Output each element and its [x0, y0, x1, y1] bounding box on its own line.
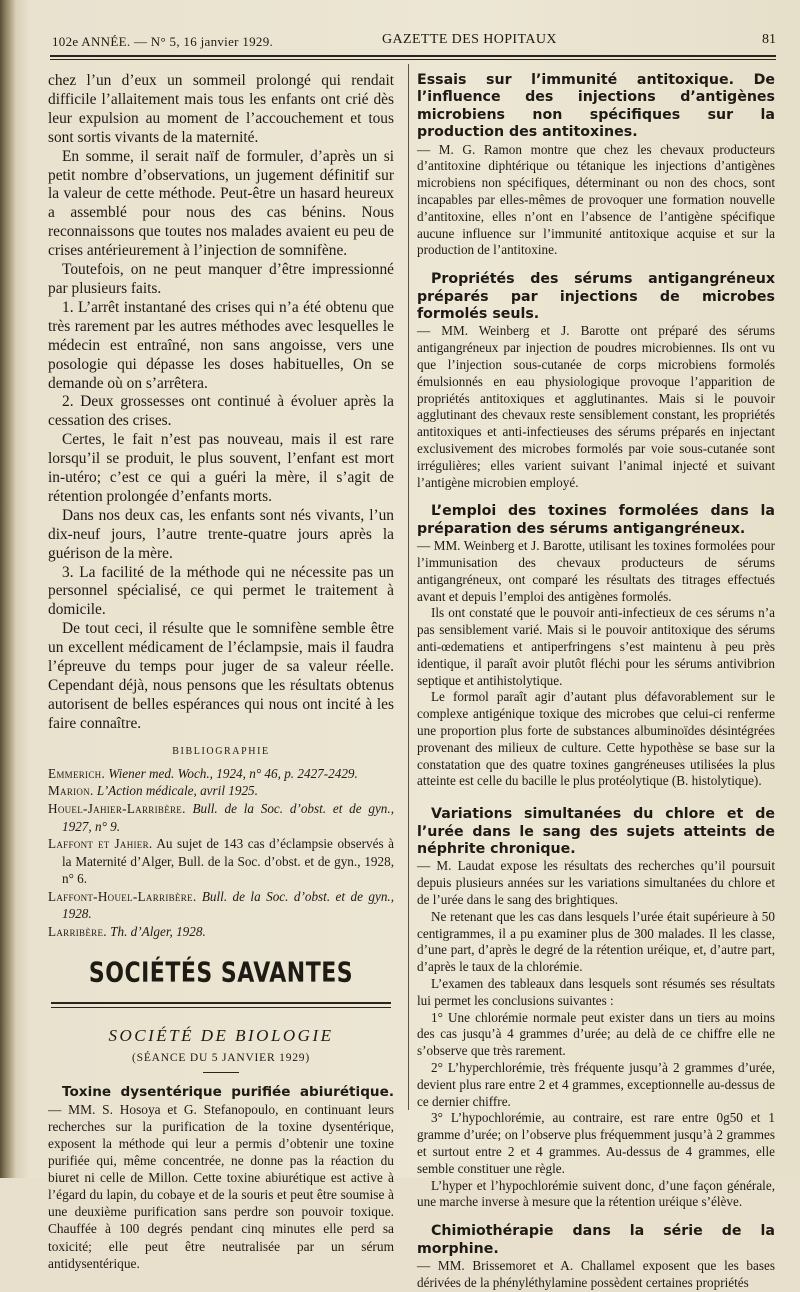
article-body: Le formol paraît agir d’autant plus défavorablement sur le complexe antigénique toxique des microbes que celui-ci renferme une proportion plus forte de substances albuminoïdes désintégrées provenant des milieux de culture. Cette hypothèse se base sur la constatation que des quatre toxines gangréneuses utilisées la plus atteinte est celle du bacille le plus protéolytique (B. histolytique). — [417, 689, 775, 789]
article-body: 1° Une chlorémie normale peut exister dans un tiers au moins des cas jusqu’à 4 grammes d’urée; au delà de ce chiffre elle ne s’observe que très rarement. — [417, 1009, 775, 1059]
article-heading: Chimiothérapie dans la série de la morphine. — [417, 1223, 775, 1257]
section-rule — [51, 1002, 391, 1004]
bibliography-title: BIBLIOGRAPHIE — [172, 745, 270, 757]
paragraph: chez l’un d’eux un sommeil prolongé qui rendait difficile l’allaitement mais tous les enfants ont crié dès leur expulsion au moment de l’accouchement et tous sont sortis vivants de la maternité. — [48, 72, 394, 146]
article-heading: L’emploi des toxines formolées dans la préparation des sérums antigangréneux. — [417, 503, 775, 537]
bibliography-entry: Emmerich. Wiener med. Woch., 1924, n° 46, p. 2427-2429. — [48, 765, 358, 781]
article-dysentery-toxin: Toxine dysentérique purifiée abiurétique. — MM. S. Hosoya et G. Stefanopoulo, en continuant leurs recherches sur la purification de la toxine dysentérique, exposent la méthode qui leur a permis d’obtenir une toxine purifiée qui, même concentrée, ne donne pas la réaction du biuret ni celle de Millon. Cette toxine abiurétique est active à l’égard du lapin, du cobaye et de la souris et peut être soumise à une deuxième purification sans perdre son pouvoir toxique. Chauffée à 100 degrés pendant cinq minutes elle perd sa toxicité; elle peut être neutralisée par un sérum antidysentérique. — [48, 1083, 394, 1271]
left-column — [48, 72, 394, 1272]
article-heading: Essais sur l’immunité antitoxique. De l’influence des injections d’antigènes microbiens non spécifiques sur la production des antitoxines. — [417, 72, 775, 141]
running-header — [52, 32, 776, 52]
bibliography-entry: Houel-Jahier-Larribère. Bull. de la Soc. d’obst. et de gyn., 1927, n° 9. — [48, 800, 394, 834]
paragraph: 1. L’arrêt instantané des crises qui n’a été obtenu que très rarement par les autres méthodes avec lesquelles le médecin est entraîné, non sans angoisse, vers une posologie qui dépasse les doses habituelles, On se demande où on s’arrêtera. — [48, 298, 394, 392]
section-title: SOCIÉTÉS SAVANTES — [88, 957, 354, 989]
paragraph: Dans nos deux cas, les enfants sont nés vivants, l’un dix-neuf jours, l’autre trente-quatre jours après la guérison de la mère. — [48, 506, 394, 562]
header-rule — [50, 55, 776, 57]
paragraph: 3. La facilité de la méthode qui ne nécessite pas un personnel spécialisé, ce qui permet le traitement à domicile. — [48, 563, 394, 619]
article-body: — M. G. Ramon montre que chez les chevaux producteurs d’antitoxine diphtérique ou tétanique les injections d’antigènes microbiens non spécifiques, déterminant ou non des chocs, sont incapables par elles-mêmes de provoquer une formation nouvelle d’antitoxine, elles n’ont en l’absence de l’antigène spécifique aucune influence sur l’immunité antitoxique acquise et sur la production de l’antitoxine. — [417, 141, 775, 258]
society-name: SOCIÉTÉ DE BIOLOGIE — [108, 1025, 334, 1045]
section-rule-thin — [51, 1007, 391, 1008]
short-rule — [203, 1072, 239, 1073]
article-body: Ils ont constaté que le pouvoir anti-infectieux de ces sérums n’a pas sensiblement varié. Mais si le pouvoir antitoxique des sérums anti-œdematiens et antiperfringens s’est maintenu à peu près identique, il paraît avoir plutôt fléchi pour les sérums antivibrion septique et antihistolytique. — [417, 605, 775, 688]
article-heading: Variations simultanées du chlore et de l’urée dans le sang des sujets atteints de néphrite chronique. — [417, 806, 775, 857]
bibliography-entry: Larribère. Th. d’Alger, 1928. — [48, 924, 206, 940]
right-column — [417, 72, 775, 1292]
paragraph: Certes, le fait n’est pas nouveau, mais il est rare lorsqu’il se produit, le plus souvent, l’enfant est mort in-utéro; c’est ce qui a guéri la mère, il s’agit de rétention prolongée d’enfants morts. — [48, 431, 394, 505]
article-body: — MM. Weinberg et J. Barotte, utilisant les toxines formolées pour l’immunisation des chevaux producteurs de sérums antigangréneux, ont comparé les résultats des titrages effectués avant et depuis l’emploi des antigènes formolés. — [417, 538, 775, 604]
article-body: — MM. Weinberg et J. Barotte ont préparé des sérums antigangréneux par injection de poudres microbiennes. Ils ont vu que l’injection sous-cutanée de corps microbiens formolés émulsionnés en eau physiologique provoque l’apparition de propriétés antitoxiques et agglutinantes. Mais si le pouvoir agglutinant des chevaux reste sensiblement constant, les propriétés antitoxiques et anti-infectieuses des sérums préparés en injectant exclusivement des microbes formolés par voie sous-cutanée sont irrégulières; elles varient suivant l’animal injecté et suivant l’antigène microbien employé. — [417, 323, 775, 490]
journal-title: GAZETTE DES HOPITAUX — [382, 32, 557, 47]
bibliography-entry: Laffont et Jahier. Au sujet de 143 cas d’éclampsie observés à la Maternité d’Alger, Bull. de la Soc. d’obst. et de gyn., 1928, n° 6. — [48, 836, 394, 887]
paragraph: Toutefois, on ne peut manquer d’être impressionné par plusieurs faits. — [48, 261, 394, 297]
column-separator — [408, 64, 409, 1110]
article-body: L’examen des tableaux dans lesquels sont résumés ses résultats lui permet les conclusions suivantes : — [417, 975, 775, 1008]
bibliography-entry: Marion. L’Action médicale, avril 1925. — [48, 783, 258, 799]
paragraph: De tout ceci, il résulte que le somnifène semble être un excellent médicament de l’éclampsie, mais il faudra l’épreuve du temps pour juger de sa valeur réelle. Cependant déjà, nous pensons que les résultats obtenus autorisent de belles espérances qui nous ont incité à les faire connaître. — [48, 620, 394, 732]
issue-info: 102e ANNÉE. — N° 5, 16 janvier 1929. — [52, 34, 274, 49]
page-number: 81 — [762, 32, 776, 47]
paragraph: En somme, il serait naïf de formuler, d’après un si petit nombre d’observations, un jugement définitif sur la valeur de cette méthode. Peut-être un hasard heureux a assemblé pour nous des cas bénins. Nous reconnaissons que toutes nos malades avaient eu peu de crises antérieurement à l’injection de somnifène. — [48, 147, 394, 260]
article-heading: Propriétés des sérums antigangréneux préparés par injections de microbes formolés seuls. — [417, 271, 775, 323]
article-body: 2° L’hyperchlorémie, très fréquente jusqu’à 2 grammes d’urée, devient plus rare entre 2 et 4 grammes, exceptionnelle au-dessus de ce dernier chiffre. — [417, 1059, 775, 1109]
article-body: L’hyper et l’hypochlorémie suivent donc, d’une façon générale, une marche inverse à mesure que la rétention uréique s’élève. — [417, 1177, 775, 1210]
article-body: — MM. Brissemoret et A. Challamel exposent que les bases dérivées de la phényléthylamine possèdent certaines propriétés — [417, 1257, 775, 1290]
header-rule-thin — [50, 59, 776, 60]
article-body: 3° L’hypochlorémie, au contraire, est rare entre 0g50 et 1 gramme d’urée; on l’observe plus fréquemment jusqu’à 2 grammes et surtout entre 2 et 4 grammes. Au-dessus de 4 grammes, elle semble constituer une règle. — [417, 1110, 775, 1176]
bibliography-entry: Laffont-Houel-Larribère. Bull. de la Soc. d’obst. et de gyn., 1928. — [48, 888, 395, 922]
session-date: (SÉANCE DU 5 JANVIER 1929) — [132, 1051, 310, 1064]
article-body: Ne retenant que les cas dans lesquels l’urée était supérieure à 50 centigrammes, il a pu examiner plus de 300 malades. Il les classe, d’une part, d’après le degré de la rétention uréique, et, d’autre part, d’après le taux de la chlorémie. — [417, 908, 775, 975]
article-body: — M. Laudat expose les résultats des recherches qu’il poursuit depuis plusieurs années sur les variations simultanées du chlore et de l’urée dans le sang des brightiques. — [417, 858, 775, 907]
paragraph: 2. Deux grossesses ont continué à évoluer après la cessation des crises. — [48, 393, 394, 430]
